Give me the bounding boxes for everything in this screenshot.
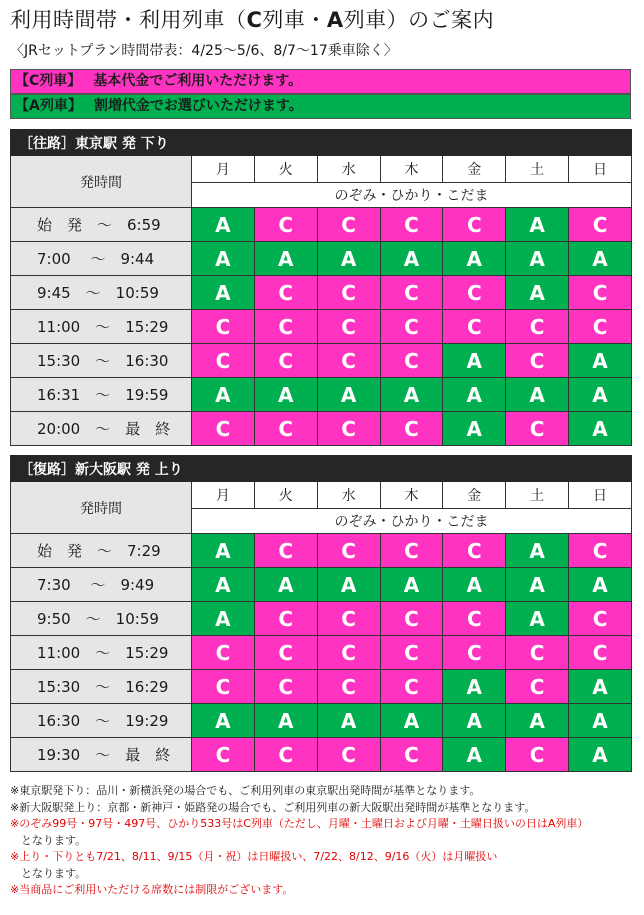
train-class-cell: C [192,670,255,704]
train-class-cell: C [443,276,506,310]
train-class-cell: A [443,670,506,704]
train-class-cell: C [254,636,317,670]
inbound-row [11,704,632,738]
footnote-line: となります。 [10,833,87,847]
train-class-cell: C [317,208,380,242]
day-sat: 土 [506,156,569,183]
train-class-cell: C [506,344,569,378]
footnote-line: ※東京駅発下り：品川・新横浜発の場合でも、ご利用列車の東京駅出発時間が基準となります。 [10,784,481,797]
train-class-cell: A [192,568,255,602]
train-class-cell: A [380,568,443,602]
train-class-cell: A [506,602,569,636]
page-title: 利用時間帯・利用列車（C列車・A列車）のご案内 [10,8,495,32]
outbound-row [11,412,632,446]
outbound-train-types: のぞみ・ひかり・こだま [192,183,632,208]
train-class-cell: C [254,412,317,446]
day-mon: 月 [192,156,255,183]
train-class-cell: A [506,208,569,242]
day-thu: 木 [380,156,443,183]
train-class-cell: C [192,738,255,772]
time-range: 始 発 ～ 6:59 [11,208,192,242]
train-class-cell: A [380,242,443,276]
day-thu: 木 [380,482,443,509]
legend-c-train [10,69,631,94]
train-class-cell: C [192,344,255,378]
train-class-cell: A [380,704,443,738]
train-class-cell: A [254,704,317,738]
legend-a-desc: 割増代金でお選びいただけます。 [93,98,303,114]
time-range: 16:31 ～ 19:59 [11,378,192,412]
inbound-row [11,534,632,568]
train-class-cell: A [569,704,632,738]
train-class-cell: C [380,534,443,568]
time-range: 11:00 ～ 15:29 [11,636,192,670]
outbound-time-header: 発時間 [11,156,192,208]
train-class-cell: A [254,242,317,276]
legend-a-key: 【A列車】 [15,98,82,114]
outbound-timetable [10,129,632,446]
train-class-cell: A [254,568,317,602]
footnote-line: となります。 [10,866,87,880]
train-class-cell: A [569,670,632,704]
time-range: 20:00 ～ 最 終 [11,412,192,446]
train-class-cell: C [317,636,380,670]
train-class-cell: A [506,704,569,738]
outbound-row [11,344,632,378]
train-class-cell: C [380,208,443,242]
day-sun: 日 [569,156,632,183]
train-class-cell: C [254,344,317,378]
train-class-cell: A [317,704,380,738]
train-class-cell: A [569,378,632,412]
train-class-cell: C [317,310,380,344]
train-class-cell: C [317,670,380,704]
train-class-cell: C [506,670,569,704]
train-class-cell: C [380,412,443,446]
outbound-row [11,242,632,276]
train-class-cell: C [192,412,255,446]
day-sun: 日 [569,482,632,509]
train-class-cell: A [192,602,255,636]
train-class-cell: C [569,534,632,568]
page-subtitle: 〈JRセットプラン時間帯表：4/25～5/6、8/7～17乗車除く〉 [10,43,398,59]
train-class-cell: C [506,412,569,446]
inbound-time-header: 発時間 [11,482,192,534]
train-class-cell: C [317,276,380,310]
inbound-timetable [10,455,632,772]
train-class-cell: C [317,738,380,772]
train-class-cell: C [192,310,255,344]
inbound-title: ［復路］新大阪駅 発 上り [11,456,632,482]
train-class-cell: C [380,276,443,310]
outbound-row [11,208,632,242]
train-class-cell: C [569,310,632,344]
outbound-title: ［往路］東京駅 発 下り [11,130,632,156]
legend-a-train [10,94,631,119]
train-class-cell: A [254,378,317,412]
train-class-cell: A [569,568,632,602]
time-range: 15:30 ～ 16:29 [11,670,192,704]
train-class-cell: A [317,568,380,602]
train-class-cell: C [380,310,443,344]
train-class-cell: C [569,602,632,636]
train-class-cell: A [443,412,506,446]
time-range: 9:50 ～ 10:59 [11,602,192,636]
outbound-row [11,378,632,412]
train-class-cell: C [317,412,380,446]
inbound-train-types: のぞみ・ひかり・こだま [192,509,632,534]
day-wed: 水 [317,482,380,509]
train-class-cell: C [317,602,380,636]
train-class-cell: C [254,534,317,568]
train-class-cell: A [506,276,569,310]
train-class-cell: C [380,738,443,772]
train-class-cell: A [317,378,380,412]
train-class-cell: A [569,344,632,378]
legend-c-key: 【C列車】 [15,73,82,89]
train-class-cell: C [380,602,443,636]
day-wed: 水 [317,156,380,183]
train-class-cell: A [443,344,506,378]
train-class-cell: C [506,738,569,772]
train-class-cell: C [443,310,506,344]
train-class-cell: A [192,242,255,276]
train-class-cell: A [192,378,255,412]
train-class-cell: C [317,344,380,378]
day-mon: 月 [192,482,255,509]
train-class-cell: A [506,242,569,276]
train-class-cell: A [192,704,255,738]
train-class-cell: A [443,704,506,738]
train-class-cell: A [506,378,569,412]
train-class-cell: C [443,636,506,670]
train-class-cell: C [443,208,506,242]
train-class-cell: C [506,636,569,670]
inbound-row [11,670,632,704]
train-class-cell: C [443,602,506,636]
time-range: 15:30 ～ 16:30 [11,344,192,378]
legend-c-desc: 基本代金でご利用いただけます。 [93,73,303,89]
train-class-cell: A [443,242,506,276]
day-fri: 金 [443,482,506,509]
time-range: 11:00 ～ 15:29 [11,310,192,344]
day-tue: 火 [254,482,317,509]
day-fri: 金 [443,156,506,183]
outbound-row [11,276,632,310]
train-class-cell: C [380,636,443,670]
train-class-cell: C [506,310,569,344]
time-range: 7:30 ～ 9:49 [11,568,192,602]
train-class-cell: C [254,276,317,310]
train-class-cell: A [192,208,255,242]
train-class-cell: A [380,378,443,412]
train-class-cell: C [192,636,255,670]
train-class-cell: A [506,534,569,568]
footnote-line: ※当商品にご利用いただける席数には制限がございます。 [10,883,294,896]
time-range: 7:00 ～ 9:44 [11,242,192,276]
inbound-row [11,568,632,602]
time-range: 始 発 ～ 7:29 [11,534,192,568]
train-class-cell: C [254,602,317,636]
train-class-cell: C [254,208,317,242]
time-range: 19:30 ～ 最 終 [11,738,192,772]
train-class-cell: C [569,636,632,670]
time-range: 16:30 ～ 19:29 [11,704,192,738]
train-class-cell: C [380,670,443,704]
inbound-row [11,602,632,636]
inbound-row [11,636,632,670]
train-class-cell: A [192,276,255,310]
inbound-row [11,738,632,772]
day-tue: 火 [254,156,317,183]
footnote-line: ※新大阪駅発上り：京都・新神戸・姫路発の場合でも、ご利用列車の新大阪駅出発時間が基準となります。 [10,800,536,814]
day-sat: 土 [506,482,569,509]
train-class-cell: C [569,208,632,242]
train-class-cell: C [380,344,443,378]
train-class-cell: A [569,412,632,446]
train-class-cell: C [254,310,317,344]
train-class-cell: A [443,738,506,772]
footnote-line: ※のぞみ99号・97号・497号、ひかり533号はC列車（ただし、月曜・土曜日および月曜・土曜日扱いの日はA列車） [10,817,589,830]
train-class-cell: C [254,738,317,772]
train-class-cell: C [443,534,506,568]
train-class-cell: A [569,242,632,276]
train-class-cell: A [443,378,506,412]
train-class-cell: A [506,568,569,602]
outbound-row [11,310,632,344]
footnotes [10,783,634,899]
train-class-cell: A [192,534,255,568]
train-class-cell: C [317,534,380,568]
train-class-cell: C [254,670,317,704]
train-class-cell: A [443,568,506,602]
train-class-cell: A [317,242,380,276]
train-class-cell: A [569,738,632,772]
train-class-cell: C [569,276,632,310]
footnote-line: ※上り・下りとも7/21、8/11、9/15（月・祝）は日曜扱い、7/22、8/12、9/16（火）は月曜扱い [10,850,498,863]
time-range: 9:45 ～ 10:59 [11,276,192,310]
